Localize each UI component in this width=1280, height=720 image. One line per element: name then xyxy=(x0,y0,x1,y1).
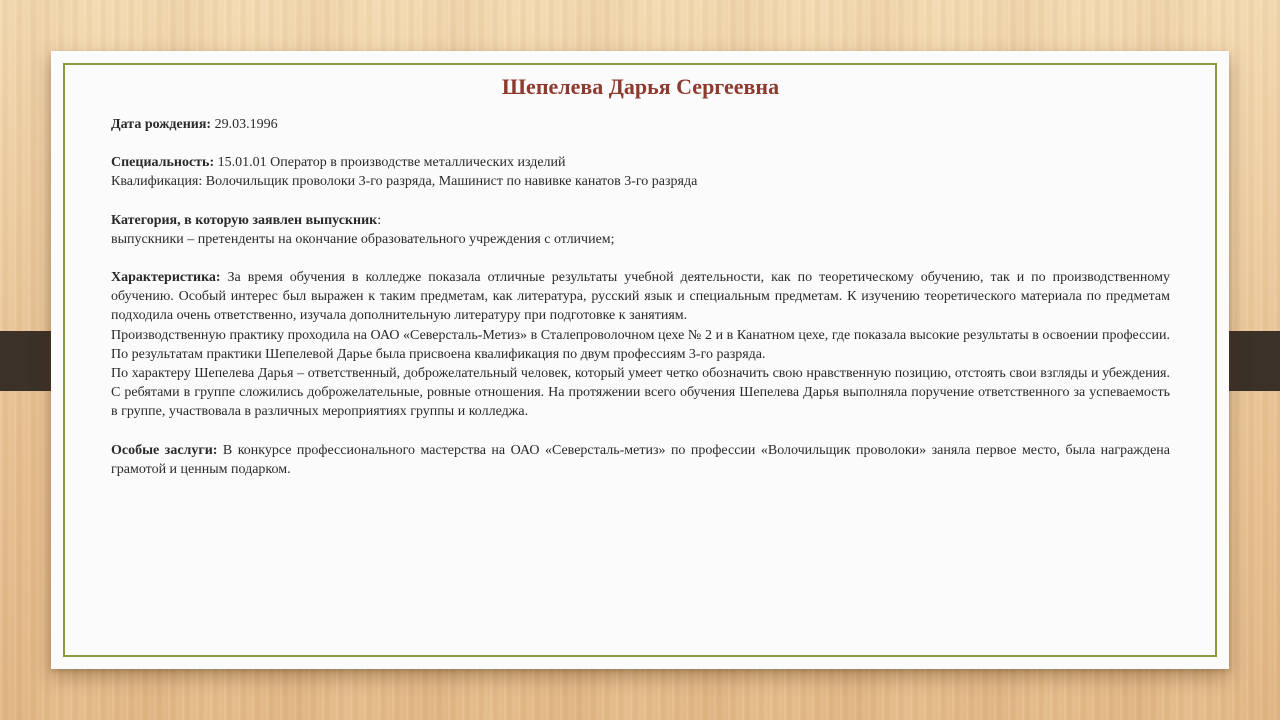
characteristic-paragraph-3: По характеру Шепелева Дарья – ответственный, доброжелательный человек, который умеет четко обозначить свою нравственную позицию, отстоять свои взгляды и убеждения. С ребятами в группе сложились доброжелательные, ровные отношения. На протяжении всего обучения Шепелева Дарья выполняла поручение ответственного за успеваемость в группе, участвовала в различных мероприятиях группы и колледжа. xyxy=(111,366,1170,420)
merits-label: Особые заслуги: xyxy=(111,442,218,458)
specialty-line xyxy=(111,153,1170,172)
merits-paragraph xyxy=(111,441,1170,479)
page-title: Шепелева Дарья Сергеевна xyxy=(501,74,780,99)
category-label: Категория, в которую заявлен выпускник xyxy=(111,212,378,228)
birth-date-line xyxy=(111,115,1170,134)
characteristic-paragraph-1: Характеристика: За время обучения в колледже показала отличные результаты учебной деятельности, как по теоретическому обучению, так и по производственному обучению. Особый интерес был выражен к таким предметам, как литература, русский язык и специальным предметам. К изучению теоретического материала по предметам подходила очень ответственно, изучала дополнительную литературу при подготовке к занятиям. xyxy=(111,270,1170,324)
slide-card xyxy=(51,51,1229,669)
specialty-value: 15.01.01 Оператор в производстве металлических изделий xyxy=(217,155,566,171)
birth-date-label: Дата рождения: xyxy=(111,117,212,132)
category-value: выпускники – претенденты на окончание образовательного учреждения с отличием; xyxy=(111,231,615,247)
slide-content xyxy=(111,73,1170,479)
characteristic-paragraph-2: Производственную практику проходила на ОАО «Северсталь-Метиз» в Сталепроволочном цехе № 2 и в Канатном цехе, где показала высокие результаты в освоении профессии. По результатам практики Шепелевой Дарье была присвоена квалификация по двум профессиям 3-го разряда. xyxy=(111,327,1170,362)
category-line: Категория, в которую заявлен выпускник: xyxy=(111,212,382,228)
characteristic-label: Характеристика: xyxy=(111,270,221,286)
merits-value: В конкурсе профессионального мастерства на ОАО «Северсталь-метиз» по профессии «Волочильщик проволоки» заняла первое место, была награждена грамотой и ценным подарком. xyxy=(111,442,1171,477)
qualification-line: Квалификация: Волочильщик проволоки 3-го разряда, Машинист по навивке канатов 3-го разряда xyxy=(111,174,698,190)
specialty-label: Специальность: xyxy=(111,155,215,171)
birth-date-value: 29.03.1996 xyxy=(214,117,278,132)
